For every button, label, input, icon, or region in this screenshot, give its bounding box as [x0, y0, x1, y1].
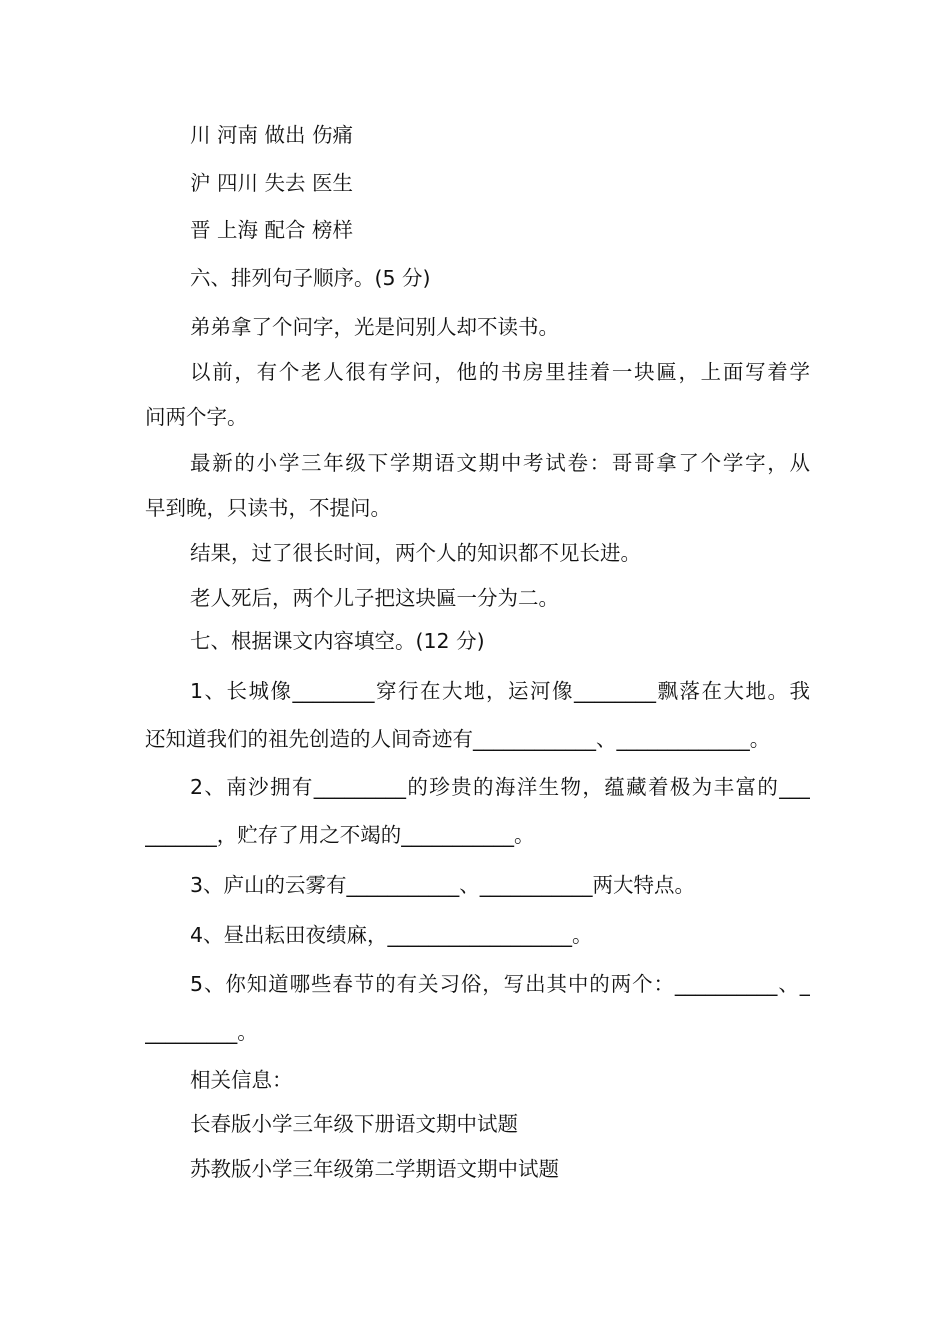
question-5-line-1: 5、你知道哪些春节的有关习俗，写出其中的两个：__________、_: [190, 972, 810, 996]
section-6-sentence-2-line-1: 以前，有个老人很有学问，他的书房里挂着一块匾，上面写着学: [190, 360, 810, 384]
section-6-sentence-2-line-2: 问两个字。: [145, 405, 248, 429]
section-6-sentence-3-line-2: 早到晚，只读书，不提问。: [145, 496, 391, 520]
section-7-heading: 七、根据课文内容填空。(12 分): [190, 629, 485, 653]
question-4: 4、昼出耘田夜绩麻，__________________。: [190, 923, 593, 947]
section-6-sentence-1: 弟弟拿了个问字，光是问别人却不读书。: [190, 315, 559, 339]
word-list-line-2: 沪 四川 失去 医生: [190, 171, 354, 195]
word-list-line-1: 川 河南 做出 伤痛: [190, 123, 354, 147]
question-3: 3、庐山的云雾有___________、___________两大特点。: [190, 873, 696, 897]
related-link-1[interactable]: 长春版小学三年级下册语文期中试题: [190, 1112, 518, 1136]
section-6-heading: 六、排列句子顺序。(5 分): [190, 266, 431, 290]
section-6-sentence-4: 结果，过了很长时间，两个人的知识都不见长进。: [190, 541, 641, 565]
section-6-sentence-5: 老人死后，两个儿子把这块匾一分为二。: [190, 586, 559, 610]
question-2-line-1: 2、南沙拥有_________的珍贵的海洋生物，蕴藏着极为丰富的___: [190, 775, 810, 799]
question-2-line-2: _______，贮存了用之不竭的___________。: [145, 823, 535, 847]
question-1-line-2: 还知道我们的祖先创造的人间奇迹有____________、_____________。: [145, 727, 771, 751]
related-info-heading: 相关信息：: [190, 1068, 293, 1092]
related-link-2[interactable]: 苏教版小学三年级第二学期语文期中试题: [190, 1157, 559, 1181]
question-5-line-2: _________。: [145, 1020, 258, 1044]
word-list-line-3: 晋 上海 配合 榜样: [190, 218, 354, 242]
question-1-line-1: 1、长城像________穿行在大地，运河像________飘落在大地。我: [190, 679, 810, 703]
section-6-sentence-3-line-1: 最新的小学三年级下学期语文期中考试卷：哥哥拿了个学字，从: [190, 451, 810, 475]
